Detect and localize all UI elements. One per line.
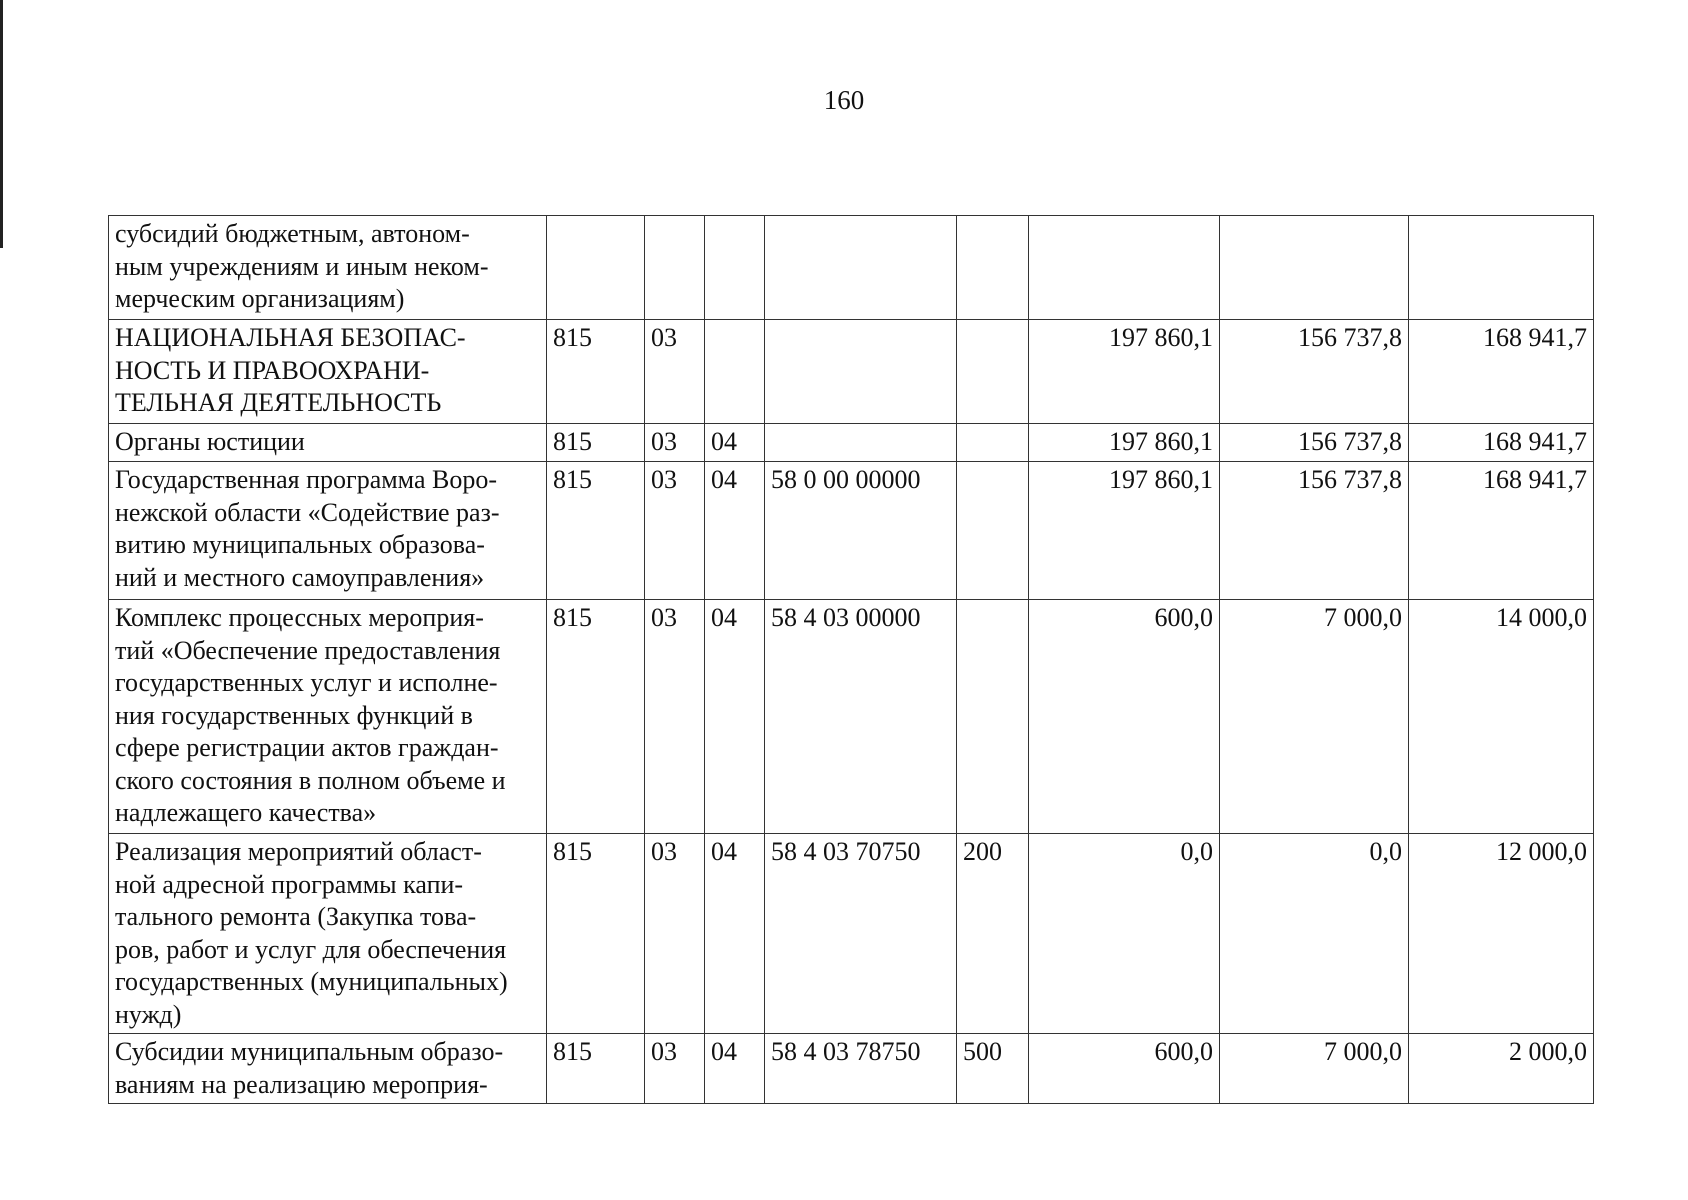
item-name-line: ров, работ и услуг для обеспечения xyxy=(115,934,507,964)
table-row xyxy=(109,216,1594,320)
cell-subsection-code: 04 xyxy=(705,424,765,462)
cell-sum-year-2: 7 000,0 xyxy=(1220,1034,1409,1104)
item-name-line: ной адресной программы капи- xyxy=(115,869,464,899)
table-body xyxy=(109,216,1594,1104)
cell-expense-type xyxy=(957,600,1029,834)
cell-subsection-code: 04 xyxy=(705,600,765,834)
cell-section-code: 03 xyxy=(645,320,705,424)
cell-expense-type xyxy=(957,424,1029,462)
table-row xyxy=(109,1034,1594,1104)
cell-grbs-code: 815 xyxy=(547,320,645,424)
cell-item-name xyxy=(109,320,547,424)
cell-item-name xyxy=(109,462,547,600)
cell-section-code: 03 xyxy=(645,462,705,600)
cell-sum-year-3: 168 941,7 xyxy=(1409,462,1594,600)
cell-sum-year-1: 197 860,1 xyxy=(1029,424,1220,462)
cell-subsection-code xyxy=(705,320,765,424)
cell-section-code: 03 xyxy=(645,424,705,462)
cell-grbs-code xyxy=(547,216,645,320)
cell-sum-year-3: 14 000,0 xyxy=(1409,600,1594,834)
item-name-line: витию муниципальных образова- xyxy=(115,530,485,559)
item-name-line: Органы юстиции xyxy=(115,427,305,456)
cell-sum-year-1 xyxy=(1029,216,1220,320)
cell-item-name xyxy=(109,424,547,462)
cell-sum-year-3: 168 941,7 xyxy=(1409,320,1594,424)
cell-expense-type: 200 xyxy=(957,834,1029,1034)
item-name-line: НАЦИОНАЛЬНАЯ БЕЗОПАС- xyxy=(115,323,466,352)
cell-sum-year-1: 0,0 xyxy=(1029,834,1220,1034)
item-name-line: Субсидии муниципальным образо- xyxy=(115,1037,504,1066)
cell-grbs-code: 815 xyxy=(547,462,645,600)
table-row xyxy=(109,600,1594,834)
cell-grbs-code: 815 xyxy=(547,600,645,834)
item-name-line: ний и местного самоуправления» xyxy=(115,562,485,592)
cell-sum-year-2: 0,0 xyxy=(1220,834,1409,1034)
cell-target-article xyxy=(765,216,957,320)
cell-sum-year-2: 156 737,8 xyxy=(1220,462,1409,600)
left-edge-mark xyxy=(0,0,3,248)
item-name-line: субсидий бюджетным, автоном- xyxy=(115,219,470,248)
cell-sum-year-2 xyxy=(1220,216,1409,320)
cell-sum-year-1: 600,0 xyxy=(1029,1034,1220,1104)
cell-sum-year-1: 197 860,1 xyxy=(1029,320,1220,424)
table-row xyxy=(109,424,1594,462)
cell-subsection-code xyxy=(705,216,765,320)
cell-sum-year-2: 156 737,8 xyxy=(1220,320,1409,424)
cell-expense-type xyxy=(957,462,1029,600)
item-name-line: государственных услуг и исполне- xyxy=(115,668,498,697)
cell-expense-type xyxy=(957,320,1029,424)
cell-grbs-code: 815 xyxy=(547,1034,645,1104)
cell-sum-year-3: 12 000,0 xyxy=(1409,834,1594,1034)
table-row xyxy=(109,462,1594,600)
cell-section-code: 03 xyxy=(645,1034,705,1104)
cell-target-article: 58 4 03 70750 xyxy=(765,834,957,1034)
cell-sum-year-3: 168 941,7 xyxy=(1409,424,1594,462)
item-name-line: тий «Обеспечение предоставления xyxy=(115,635,501,665)
table-row xyxy=(109,320,1594,424)
item-name-line: НОСТЬ И ПРАВООХРАНИ- xyxy=(115,355,430,385)
item-name-line: ным учреждениям и иным неком- xyxy=(115,251,489,281)
item-name-line: ТЕЛЬНАЯ ДЕЯТЕЛЬНОСТЬ xyxy=(115,388,442,417)
item-name-line: надлежащего качества» xyxy=(115,798,377,827)
item-name-line: нежской области «Содействие раз- xyxy=(115,497,500,527)
cell-expense-type xyxy=(957,216,1029,320)
cell-sum-year-1: 600,0 xyxy=(1029,600,1220,834)
cell-item-name xyxy=(109,216,547,320)
budget-table xyxy=(108,215,1594,1104)
item-name-line: государственных (муниципальных) xyxy=(115,967,508,996)
item-name-line: Реализация мероприятий област- xyxy=(115,837,482,866)
cell-sum-year-1: 197 860,1 xyxy=(1029,462,1220,600)
item-name-line: мерческим организациям) xyxy=(115,284,405,313)
cell-section-code xyxy=(645,216,705,320)
cell-target-article: 58 0 00 00000 xyxy=(765,462,957,600)
cell-item-name xyxy=(109,600,547,834)
cell-item-name xyxy=(109,1034,547,1104)
item-name-line: нужд) xyxy=(115,999,182,1029)
cell-grbs-code: 815 xyxy=(547,834,645,1034)
cell-sum-year-2: 7 000,0 xyxy=(1220,600,1409,834)
cell-subsection-code: 04 xyxy=(705,834,765,1034)
cell-sum-year-3 xyxy=(1409,216,1594,320)
cell-target-article: 58 4 03 00000 xyxy=(765,600,957,834)
cell-subsection-code: 04 xyxy=(705,1034,765,1104)
item-name-line: тального ремонта (Закупка това- xyxy=(115,902,477,931)
cell-expense-type: 500 xyxy=(957,1034,1029,1104)
cell-section-code: 03 xyxy=(645,600,705,834)
cell-target-article xyxy=(765,424,957,462)
table-row xyxy=(109,834,1594,1034)
cell-grbs-code: 815 xyxy=(547,424,645,462)
item-name-line: ского состояния в полном объеме и xyxy=(115,765,506,795)
cell-sum-year-2: 156 737,8 xyxy=(1220,424,1409,462)
cell-target-article xyxy=(765,320,957,424)
item-name-line: ваниям на реализацию мероприя- xyxy=(115,1069,488,1099)
cell-item-name xyxy=(109,834,547,1034)
cell-subsection-code: 04 xyxy=(705,462,765,600)
item-name-line: Комплекс процессных мероприя- xyxy=(115,603,484,632)
cell-section-code: 03 xyxy=(645,834,705,1034)
page-number: 160 xyxy=(823,85,865,115)
cell-sum-year-3: 2 000,0 xyxy=(1409,1034,1594,1104)
item-name-line: ния государственных функций в xyxy=(115,700,473,730)
cell-target-article: 58 4 03 78750 xyxy=(765,1034,957,1104)
item-name-line: Государственная программа Воро- xyxy=(115,465,498,494)
item-name-line: сфере регистрации актов граждан- xyxy=(115,733,499,762)
